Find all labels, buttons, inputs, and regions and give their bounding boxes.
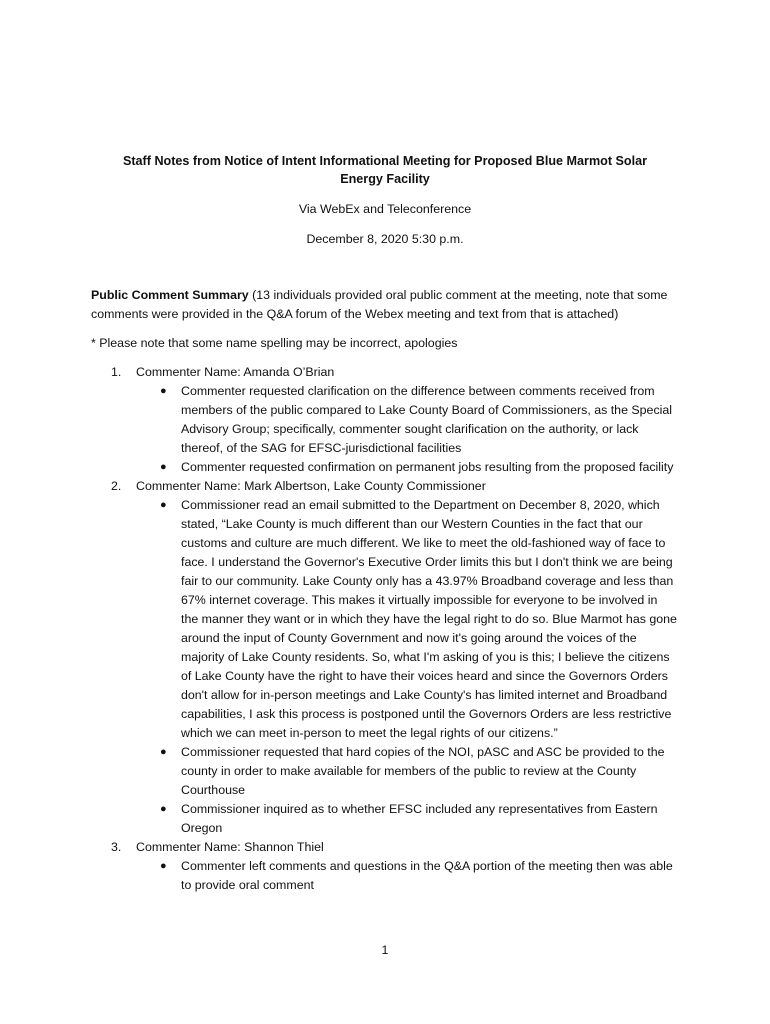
comment-bullet [0, 857, 677, 895]
bullet-dot-icon: ● [160, 499, 167, 511]
comment-text: Commissioner inquired as to whether EFSC included any representatives from Eastern Oregon [181, 802, 658, 835]
meeting-venue: Via WebEx and Teleconference [298, 202, 472, 216]
bullet-dot-icon: ● [160, 860, 167, 872]
comment-text: Commenter requested confirmation on permanent jobs resulting from the proposed facility [181, 460, 674, 474]
comment-bullets [0, 496, 770, 838]
comment-bullet [0, 800, 677, 838]
commenter-name: Commenter Name: Shannon Thiel [136, 840, 324, 854]
commenter-name: Commenter Name: Mark Albertson, Lake County Commissioner [136, 479, 486, 493]
comment-text: Commenter left comments and questions in the Q&A portion of the meeting then was able to provide oral comment [181, 859, 673, 892]
commenter-item [0, 363, 770, 477]
commenter-item [0, 477, 770, 838]
page-number: 1 [381, 943, 389, 957]
comment-bullets [0, 382, 770, 477]
comment-text: Commissioner requested that hard copies of the NOI, pASC and ASC be provided to the county in order to make available for members of the public to review at the County Courthouse [181, 745, 665, 797]
commenter-number: 3. [111, 840, 122, 854]
commenter-name: Commenter Name: Amanda O’Brian [136, 365, 335, 379]
commenter-item [0, 838, 770, 895]
comment-bullet [0, 458, 677, 477]
meeting-date: December 8, 2020 5:30 p.m. [306, 232, 464, 246]
summary-text: (13 individuals provided oral public comment at the meeting, note that some comments were provided in the Q&A forum of the Webex meeting and text from that is attached) [91, 288, 668, 321]
comment-bullet [0, 496, 677, 743]
commenter-number: 2. [111, 479, 122, 493]
summary-heading: Public Comment Summary [91, 288, 249, 302]
comment-bullet [0, 382, 677, 458]
commenter-list [0, 363, 770, 895]
document-title: Staff Notes from Notice of Intent Informational Meeting for Proposed Blue Marmot Solar Energy Facility [122, 154, 648, 186]
bullet-dot-icon: ● [160, 461, 167, 473]
comment-text: Commissioner read an email submitted to the Department on December 8, 2020, which stated, “Lake County is much different than our Western Counties in the fact that our customs and culture are much different. We like to meet the old-fashioned way of face to face. I understand the Governor's Executive Order limits this but I don't think we are being fair to our community. Lake County only has a 43.97% Broadband coverage and less than 67% internet coverage. This makes it virtually impossible for everyone to be involved in the manner they want or in which they have the legal right to do so. Blue Marmot has gone around the input of County Government and now it's going around the voices of the majority of Lake County residents. So, what I'm asking of you is this; I believe the citizens of Lake County have the right to have their voices heard and since the Governors Orders don't allow for in-person meetings and Lake County's has limited internet and Broadband capabilities, I ask this process is postponed until the Governors Orders are less restrictive which we can meet in-person to meet the legal rights of our citizens.” [181, 498, 677, 740]
commenter-number: 1. [111, 365, 122, 379]
public-comment-summary [91, 286, 691, 324]
comment-bullet [0, 743, 677, 800]
bullet-dot-icon: ● [160, 746, 167, 758]
comment-bullets [0, 857, 770, 895]
bullet-dot-icon: ● [160, 385, 167, 397]
bullet-dot-icon: ● [160, 803, 167, 815]
comment-text: Commenter requested clarification on the difference between comments received from members of the public compared to Lake County Board of Commissioners, as the Special Advisory Group; specifically, commenter sought clarification on the authority, or lack thereof, of the SAG for EFSC-jurisdictional facilities [181, 384, 673, 455]
spelling-disclaimer: * Please note that some name spelling may be incorrect, apologies [91, 336, 458, 350]
